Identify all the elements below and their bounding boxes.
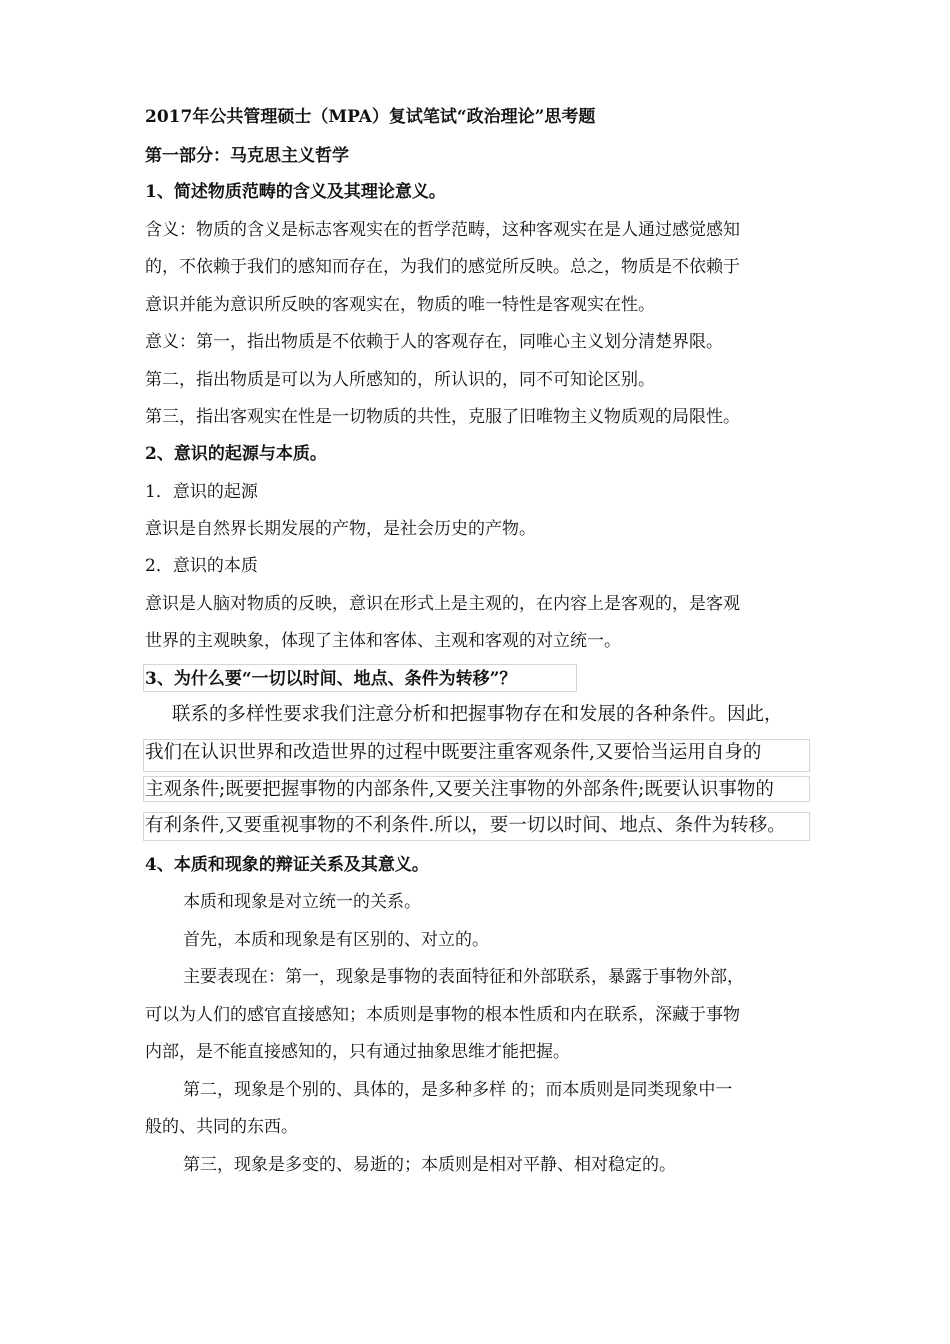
- q3-line: 有利条件,又要重视事物的不利条件.所以，要一切以时间、地点、条件为转移。: [145, 815, 786, 836]
- document-title: 2017年公共管理硕士（MPA）复试笔试“政治理论”思考题: [145, 107, 596, 127]
- q1-line: 意识并能为意识所反映的客观实在，物质的唯一特性是客观实在性。: [145, 295, 655, 315]
- q3-line: 我们在认识世界和改造世界的过程中既要注重客观条件,又要恰当运用自身的: [145, 742, 762, 763]
- q4-line: 般的、共同的东西。: [145, 1117, 298, 1137]
- q4-heading: 4、本质和现象的辩证关系及其意义。: [145, 855, 429, 875]
- q3-line: 主观条件;既要把握事物的内部条件,又要关注事物的外部条件;既要认识事物的: [145, 779, 774, 800]
- q4-line: 本质和现象是对立统一的关系。: [183, 892, 421, 912]
- q2-heading: 2、意识的起源与本质。: [145, 444, 327, 464]
- q1-line: 第二，指出物质是可以为人所感知的，所认识的，同不可知论区别。: [145, 370, 655, 390]
- q2-line: 世界的主观映象，体现了主体和客体、主观和客观的对立统一。: [145, 631, 621, 651]
- q1-line: 含义：物质的含义是标志客观实在的哲学范畴，这种客观实在是人通过感觉感知: [145, 220, 740, 240]
- q1-line: 第三，指出客观实在性是一切物质的共性，克服了旧唯物主义物质观的局限性。: [145, 407, 740, 427]
- q2-subheading: 2．意识的本质: [145, 556, 258, 576]
- q2-subheading: 1．意识的起源: [145, 482, 258, 502]
- q2-line: 意识是人脑对物质的反映，意识在形式上是主观的，在内容上是客观的，是客观: [145, 594, 740, 614]
- q1-heading: 1、简述物质范畴的含义及其理论意义。: [145, 182, 446, 202]
- q3-line: 联系的多样性要求我们注意分析和把握事物存在和发展的各种条件。因此，: [172, 704, 783, 725]
- q2-line: 意识是自然界长期发展的产物，是社会历史的产物。: [145, 519, 536, 539]
- q4-line: 首先，本质和现象是有区别的、对立的。: [183, 930, 489, 950]
- q4-line: 第二，现象是个别的、具体的，是多种多样 的；而本质则是同类现象中一: [183, 1080, 733, 1100]
- q1-line: 意义：第一，指出物质是不依赖于人的客观存在，同唯心主义划分清楚界限。: [145, 332, 723, 352]
- q3-heading: 3、为什么要“一切以时间、地点、条件为转移”？: [145, 669, 517, 689]
- part-heading: 第一部分：马克思主义哲学: [145, 146, 349, 166]
- q1-line: 的，不依赖于我们的感知而存在，为我们的感觉所反映。总之，物质是不依赖于: [145, 257, 740, 277]
- q4-line: 主要表现在：第一，现象是事物的表面特征和外部联系，暴露于事物外部，: [183, 967, 744, 987]
- q4-line: 可以为人们的感官直接感知；本质则是事物的根本性质和内在联系，深藏于事物: [145, 1005, 740, 1025]
- q4-line: 内部，是不能直接感知的，只有通过抽象思维才能把握。: [145, 1042, 570, 1062]
- q4-line: 第三，现象是多变的、易逝的；本质则是相对平静、相对稳定的。: [183, 1155, 676, 1175]
